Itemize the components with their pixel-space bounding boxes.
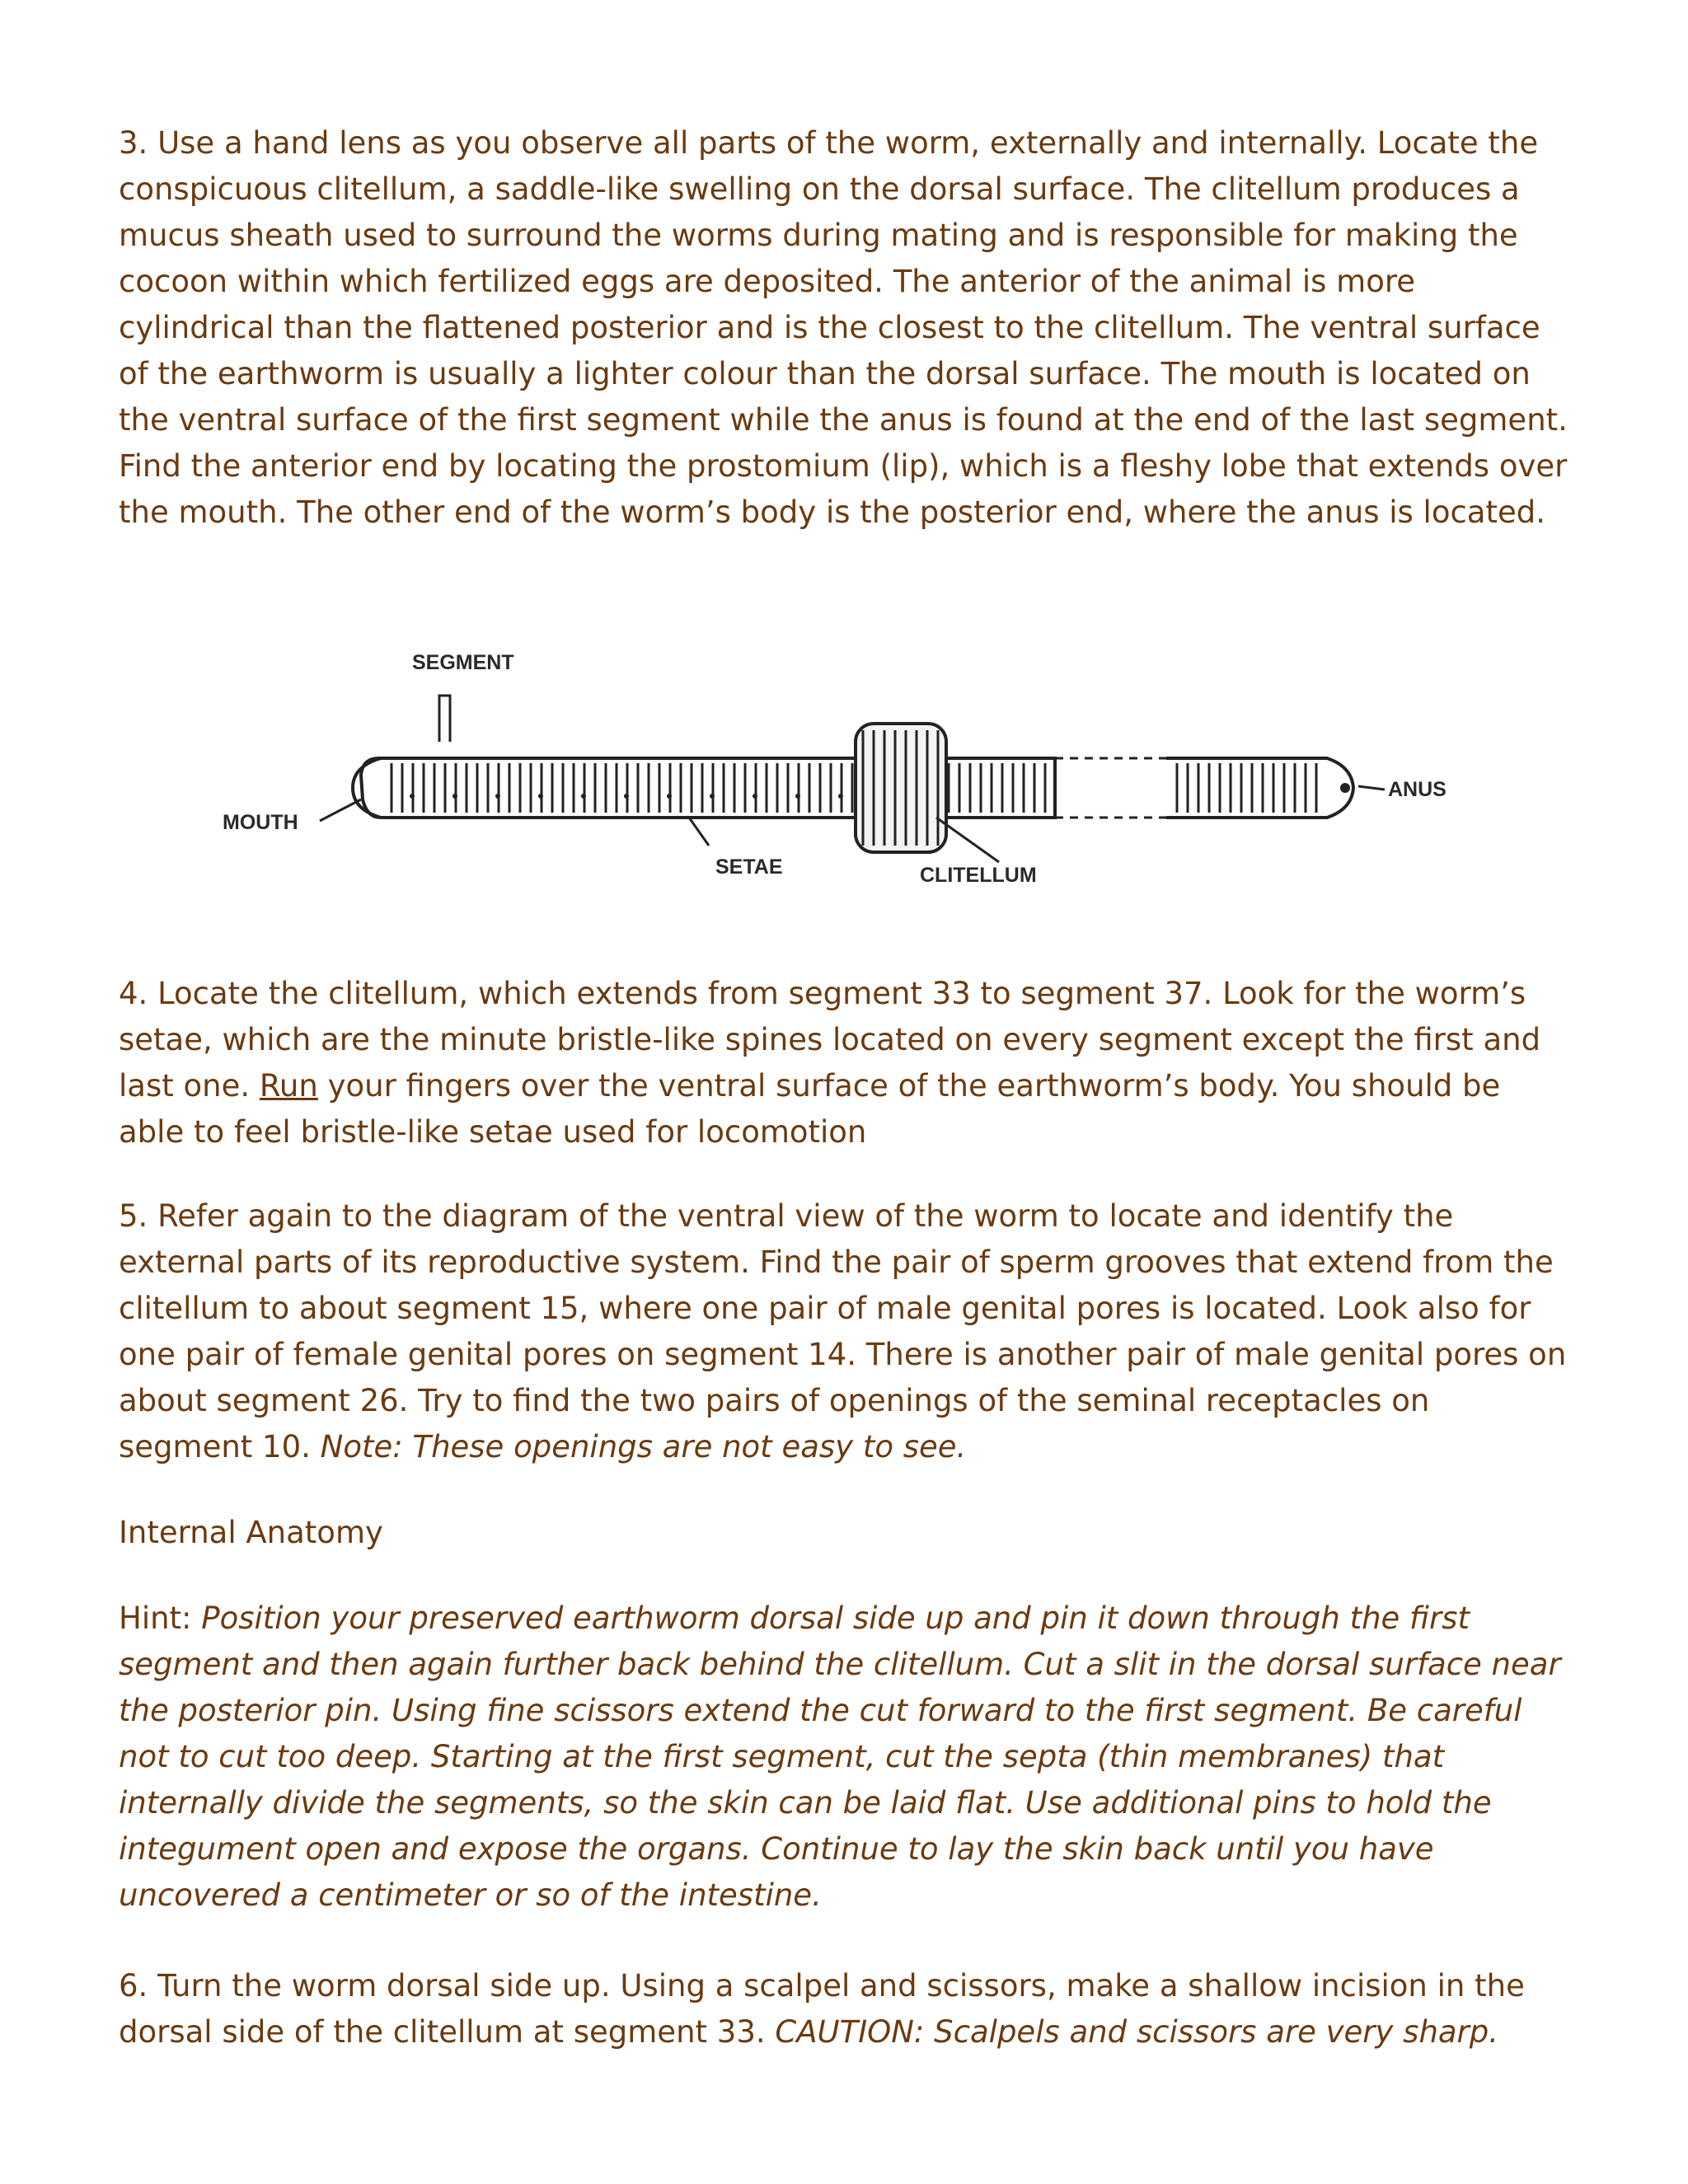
section-heading-internal-anatomy: Internal Anatomy (119, 1515, 383, 1550)
seta-dot (753, 794, 757, 799)
segment-bracket (439, 696, 450, 742)
earthworm-external-diagram (165, 635, 1582, 940)
step-5-note: Note: These openings are not easy to see. (320, 1429, 967, 1465)
paragraph-step-6 (119, 1963, 1569, 2055)
label-mouth: MOUTH (223, 811, 298, 834)
seta-dot (410, 794, 415, 799)
worm-body-front (361, 758, 1055, 818)
seta-dot (581, 794, 586, 799)
label-setae: SETAE (715, 855, 783, 879)
step-4-run-underlined: Run (259, 1068, 318, 1104)
earthworm-diagram-svg (165, 635, 1582, 940)
anus-opening (1340, 783, 1350, 793)
label-anus: ANUS (1388, 778, 1447, 801)
setae-leader (689, 818, 709, 846)
step-6-text: 6. Turn the worm dorsal side up. Using a scalpel and scissors, make a shallow incision in the dorsal side of the clitellum at segment 33. (119, 1968, 1525, 2050)
seta-dot (495, 794, 500, 799)
label-clitellum: CLITELLUM (920, 864, 1037, 887)
hint-label: Hint: (119, 1601, 202, 1636)
mouth-leader (320, 799, 361, 821)
paragraph-step-4 (119, 971, 1569, 1155)
seta-dot (452, 794, 457, 799)
paragraph-step-5 (119, 1193, 1569, 1470)
worm-body-rear (1166, 758, 1353, 818)
seta-dot (795, 794, 800, 799)
paragraph-step-3: 3. Use a hand lens as you observe all parts of the worm, externally and internally. Locate the conspicuous clitellum, a saddle-like swelling on the dorsal surface. The clitellum produces a mucus sheath used to surround the worms during mating and is responsible for making the cocoon within which fertilized eggs are deposited. The anterior of the animal is more cylindrical than the flattened posterior and is the closest to the clitellum. The ventral surface of the earthworm is usually a lighter colour than the dorsal surface. The mouth is located on the ventral surface of the first segment while the anus is found at the end of the last segment. Find the anterior end by locating the prostomium (lip), which is a fleshy lobe that extends over the mouth. The other end of the worm’s body is the posterior end, where the anus is located. (119, 125, 1568, 530)
segment-rings-rear (1177, 763, 1316, 813)
seta-dot (710, 794, 715, 799)
seta-dot (538, 794, 543, 799)
hint-text: Position your preserved earthworm dorsal side up and pin it down through the first segment and then again further back behind the clitellum. Cut a slit in the dorsal surface near the posterior pin. Using fine scissors extend the cut forward to the first segment. Be careful not to cut too deep. Starting at the first segment, cut the septa (thin membranes) that internally divide the segments, so the skin can be laid flat. Use additional pins to hold the integument open and expose the organs. Continue to lay the skin back until you have uncovered a centimeter or so of the intestine. (119, 1601, 1561, 1913)
paragraph-hint (119, 1596, 1569, 1919)
seta-dot (667, 794, 672, 799)
step-4-text-b: your fingers over the ventral surface of the earthworm’s body. You should be able to feel bristle-like setae used for locomotion (119, 1068, 1501, 1150)
label-segment: SEGMENT (412, 651, 514, 674)
step-4-text-a: 4. Locate the clitellum, which extends from segment 33 to segment 37. Look for the worm’s setae, which are the minute bristle-like spines located on every segment except the first and last one. (119, 976, 1541, 1104)
step-5-text: 5. Refer again to the diagram of the ventral view of the worm to locate and identify the external parts of its reproductive system. Find the pair of sperm grooves that extend from the clitellum to about segment 15, where one pair of male genital pores is located. Look also for one pair of female genital pores on segment 14. There is another pair of male genital pores on about segment 26. Try to find the two pairs of openings of the seminal receptacles on segment 10. (119, 1198, 1567, 1465)
seta-dot (624, 794, 629, 799)
clitellum-swelling (856, 724, 946, 852)
anus-leader (1358, 786, 1385, 790)
step-6-caution: CAUTION: Scalpels and scissors are very sharp. (775, 2014, 1499, 2050)
seta-dot (838, 794, 843, 799)
